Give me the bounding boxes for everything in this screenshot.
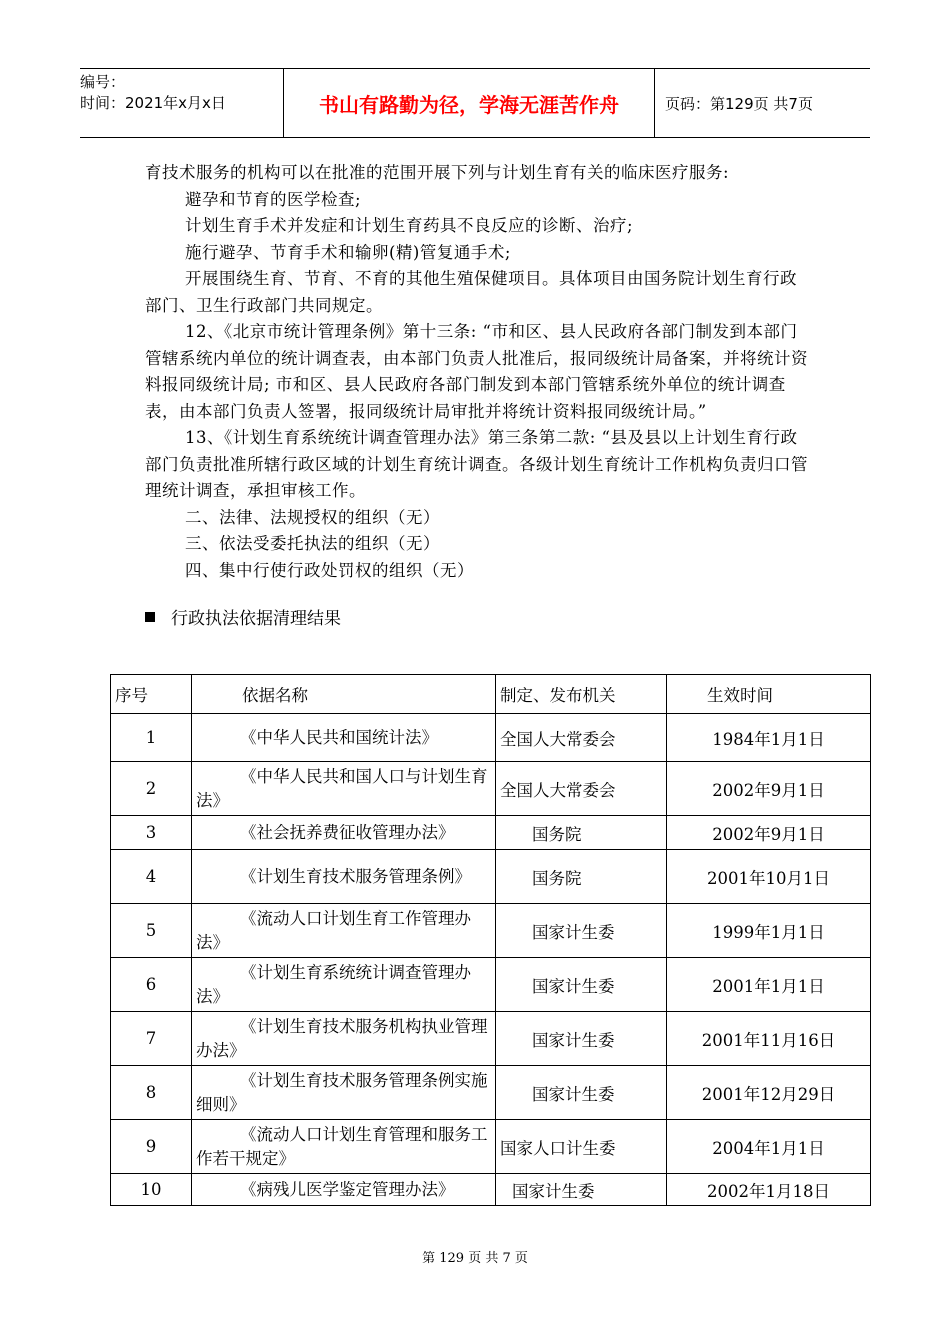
cell-no: 5 xyxy=(111,904,192,958)
cell-no: 9 xyxy=(111,1120,192,1174)
cell-no: 6 xyxy=(111,958,192,1012)
cell-date: 2004年1月1日 xyxy=(667,1120,871,1174)
header-name: 依据名称 xyxy=(192,675,496,714)
cell-date: 2002年9月1日 xyxy=(667,816,871,850)
paragraph: 育技术服务的机构可以在批准的范围开展下列与计划生育有关的临床医疗服务: xyxy=(145,163,730,182)
paragraph: 12、《北京市统计管理条例》第十三条: “市和区、县人民政府各部门制发到本部门管辖系统内单位的统计调查表，由本部门负责人批准后，报同级统计局备案，并将统计资料报同级统计局; 市和区、县人民政府各部门制发到本部门管辖系统外单位的统计调查表，由本部门负责人签署，报同级统计局审批并将统计资料报同级统计局。” xyxy=(145,322,808,421)
table-row xyxy=(111,904,871,958)
cell-no: 1 xyxy=(111,714,192,762)
header-date: 生效时间 xyxy=(667,675,871,714)
cell-no: 7 xyxy=(111,1012,192,1066)
table-row xyxy=(111,1120,871,1174)
table-row xyxy=(111,850,871,904)
table-row xyxy=(111,1012,871,1066)
cell-no: 10 xyxy=(111,1174,192,1206)
header-page-label: 页码：第129页 共7页 xyxy=(665,94,813,113)
cell-name: 《流动人口计划生育工作管理办法》 xyxy=(192,904,496,958)
paragraph: 计划生育手术并发症和计划生育药具不良反应的诊断、治疗; xyxy=(185,216,634,235)
cell-date: 1984年1月1日 xyxy=(667,714,871,762)
document-body xyxy=(145,160,810,584)
table-row xyxy=(111,816,871,850)
header-org: 制定、发布机关 xyxy=(496,675,667,714)
cell-date: 2001年12月29日 xyxy=(667,1066,871,1120)
basis-table xyxy=(110,674,871,1206)
paragraph: 二、法律、法规授权的组织（无） xyxy=(185,507,440,527)
cell-org: 国家计生委 xyxy=(496,1012,667,1066)
section-heading xyxy=(145,604,341,629)
cell-name: 《病残儿医学鉴定管理办法》 xyxy=(192,1174,496,1206)
page-header xyxy=(80,68,870,138)
paragraph: 三、依法受委托执法的组织（无） xyxy=(185,534,440,553)
cell-no: 2 xyxy=(111,762,192,816)
cell-org: 国家计生委 xyxy=(496,958,667,1012)
time-label: 时间：2021年x月x日 xyxy=(80,94,226,112)
cell-name: 《计划生育系统统计调查管理办法》 xyxy=(192,958,496,1012)
cell-org: 全国人大常委会 xyxy=(496,762,667,816)
cell-no: 3 xyxy=(111,816,192,850)
cell-no: 4 xyxy=(111,850,192,904)
table-row xyxy=(111,1174,871,1206)
cell-name: 《计划生育技术服务管理条例》 xyxy=(192,850,496,904)
cell-name: 《流动人口计划生育管理和服务工作若干规定》 xyxy=(192,1120,496,1174)
square-bullet-icon xyxy=(145,612,155,622)
section-title: 行政执法依据清理结果 xyxy=(171,609,341,629)
paragraph: 施行避孕、节育手术和输卵(精)管复通手术; xyxy=(185,242,511,262)
cell-org: 国务院 xyxy=(496,850,667,904)
table-row xyxy=(111,714,871,762)
table-header-row xyxy=(111,675,871,714)
cell-org: 全国人大常委会 xyxy=(496,714,667,762)
paragraph: 13、《计划生育系统统计调查管理办法》第三条第二款: “县及县以上计划生育行政部门负责批准所辖行政区域的计划生育统计调查。各级计划生育统计工作机构负责归口管理统计调查，承担审核工作。 xyxy=(145,428,808,500)
cell-name: 《中华人民共和国统计法》 xyxy=(192,714,496,762)
table-row xyxy=(111,958,871,1012)
paragraph: 避孕和节育的医学检查; xyxy=(185,189,362,209)
cell-no: 8 xyxy=(111,1066,192,1120)
header-slogan: 书山有路勤为径，学海无涯苦作舟 xyxy=(283,69,655,137)
cell-org: 国家人口计生委 xyxy=(496,1120,667,1174)
cell-org: 国务院 xyxy=(496,816,667,850)
cell-org: 国家计生委 xyxy=(496,904,667,958)
cell-date: 2002年1月18日 xyxy=(667,1174,871,1206)
cell-date: 2001年11月16日 xyxy=(667,1012,871,1066)
cell-date: 2001年10月1日 xyxy=(667,850,871,904)
cell-date: 2001年1月1日 xyxy=(667,958,871,1012)
paragraph: 四、集中行使行政处罚权的组织（无） xyxy=(185,560,474,580)
number-label: 编号： xyxy=(80,73,126,91)
header-no: 序号 xyxy=(111,675,192,714)
table-row xyxy=(111,1066,871,1120)
cell-date: 1999年1月1日 xyxy=(667,904,871,958)
cell-date: 2002年9月1日 xyxy=(667,762,871,816)
cell-name: 《中华人民共和国人口与计划生育法》 xyxy=(192,762,496,816)
table-row xyxy=(111,762,871,816)
cell-name: 《计划生育技术服务管理条例实施细则》 xyxy=(192,1066,496,1120)
cell-name: 《社会抚养费征收管理办法》 xyxy=(192,816,496,850)
cell-org: 国家计生委 xyxy=(496,1174,667,1206)
header-meta xyxy=(80,69,283,137)
paragraph: 开展围绕生育、节育、不育的其他生殖保健项目。具体项目由国务院计划生育行政部门、卫生行政部门共同规定。 xyxy=(145,269,797,315)
page-footer: 第 129 页 共 7 页 xyxy=(422,1251,528,1266)
cell-name: 《计划生育技术服务机构执业管理办法》 xyxy=(192,1012,496,1066)
cell-org: 国家计生委 xyxy=(496,1066,667,1120)
